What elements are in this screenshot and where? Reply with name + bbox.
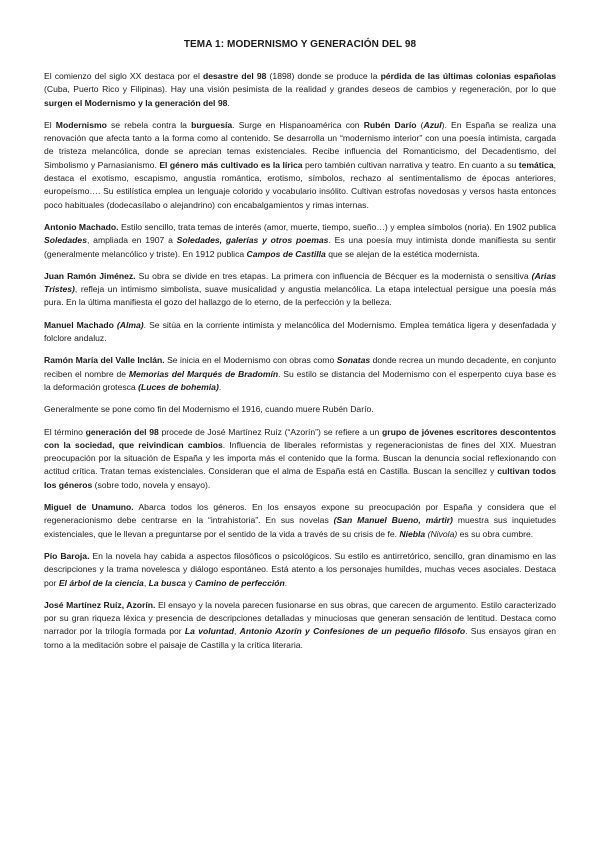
- bold-text: Pío Baroja.: [44, 550, 90, 561]
- bold-text: cultivan todos los géneros: [44, 466, 556, 490]
- text: ,: [234, 626, 240, 637]
- text: Estilo sencillo, trata temas de interés (amor, muerte, tiempo, sueño…) y emplea símbolos (noria). En 1902 publica: [118, 221, 556, 232]
- bold-italic-text: La busca: [148, 577, 186, 588]
- emphasis: [44, 235, 87, 245]
- bold-italic-text: El árbol de la ciencia: [58, 577, 144, 588]
- bold-italic-text: Niebla: [399, 528, 426, 539]
- emphasis: [138, 381, 222, 392]
- bold-text: burguesía: [191, 119, 233, 130]
- text: Generalmente se pone como fin del Modernismo el 1916, cuando muere Rubén Darío.: [44, 404, 374, 415]
- paragraph: [44, 270, 556, 310]
- emphasis: [177, 235, 329, 245]
- bold-text: Miguel de Unamuno.: [44, 502, 134, 513]
- text: ,: [143, 577, 149, 588]
- text: ). En España se realiza una renovación que afecta tanto a la forma como al contenido. Se desarrolla un “modernismo interior” con una poesía intimista, cargada de tristeza melancólica, donde se aprecian temas existenciales. Recibe influencia del Romanticismo, del Decadentismo, del Simbolismo y Parnasianismo.: [44, 119, 556, 170]
- emphasis: [59, 578, 144, 588]
- text: , refleja un intimismo simbolista, suave musicalidad y angustia melancólica. La etapa intelectual persigue una poesía más pura. En la última manifiesta el gozo del hallazgo de lo eterno, de la perfección y la belleza.: [44, 284, 556, 308]
- bold-text: generación del 98: [85, 426, 159, 437]
- text: (sobre todo, novela y ensayo).: [92, 479, 211, 490]
- bold-text: surgen el Modernismo y la generación del 98: [44, 97, 228, 108]
- text: (: [416, 119, 424, 130]
- emphasis: [337, 355, 370, 365]
- text: Se inicia en el Modernismo con obras como: [164, 355, 337, 366]
- text: Abarca todos los géneros. En los ensayos expone su preocupación por España y considera que el regeneracionismo debe centrarse en la “intrahistoria”. En sus novelas: [44, 502, 557, 526]
- paragraph: [44, 354, 556, 394]
- emphasis: [424, 120, 442, 130]
- paragraph: [44, 550, 556, 590]
- bold-italic-text: (San Manuel Bueno, mártir): [333, 515, 453, 526]
- text: donde recrea un mundo decadente, en conjunto reciben el nombre de: [44, 355, 557, 379]
- bold-text: pérdida de las últimas colonias españolas: [380, 71, 557, 81]
- paragraph: [44, 426, 556, 492]
- bold-text: temática: [518, 159, 554, 170]
- bold-italic-text: Memorias del Marqués de Bradomín: [128, 368, 279, 379]
- bold-italic-text: La voluntad: [184, 626, 235, 637]
- text: . Sus ensayos giran en torno a la meditación sobre el paisaje de Castilla y la crítica literaria.: [44, 626, 556, 650]
- text: es su obra cumbre.: [457, 528, 534, 539]
- bold-italic-text: (Alma): [116, 319, 144, 330]
- text: Su obra se divide en tres etapas. La primera con influencia de Bécquer es la modernista o sensitiva: [135, 270, 532, 281]
- text: . Se sitúa en la corriente intimista y melancólica del Modernismo. Emplea temática ligera y desenfadada y folclore andaluz.: [44, 319, 556, 344]
- text: muestra sus inquietudes existenciales, que le llevan a preguntarse por el sentido de la vida a través de su crisis de fe.: [44, 515, 556, 539]
- text: que se alejan de la estética modernista.: [325, 248, 480, 259]
- text: .: [218, 381, 222, 392]
- bold-italic-text: Soledades: [44, 235, 87, 246]
- document-body: [44, 70, 556, 652]
- emphasis: [334, 515, 453, 525]
- bold-text: Manuel Machado: [44, 319, 114, 330]
- paragraph: [44, 403, 556, 416]
- bold-italic-text: (Luces de bohemia): [138, 381, 219, 392]
- text: En la novela hay cabida a aspectos filosóficos o psicológicos. Su estilo es antirretórico, sencillo, gran dinamismo en las descripciones y la trama novelesca y diálogo espontáneo. Está atento a los personajes humildes, muchas veces asociales. Destaca por: [44, 550, 556, 588]
- bold-text: Modernismo: [55, 119, 107, 130]
- text: . Su estilo se distancia del Modernismo con el esperpento cuya base es la deformación grotesca: [44, 368, 556, 392]
- text: El término: [44, 426, 86, 437]
- emphasis: [399, 529, 425, 539]
- text: El: [44, 119, 56, 130]
- emphasis: [149, 578, 186, 588]
- bold-text: desastre del 98: [202, 71, 267, 81]
- bold-text: Ramón María del Valle Inclán.: [44, 355, 165, 366]
- emphasis: [185, 626, 234, 636]
- text: y: [185, 577, 195, 588]
- text: . Influencia de liberales reformistas y regeneracionistas de fines del XIX. Muestran preocupación por la situación de España y les importa más el contenido que la forma. Buscan la denuncia social reflexionando con actitud crítica. Tratan temas existenciales. Consideran que el alma de España está en Castilla. Buscan la sencillez y: [44, 439, 557, 477]
- text: El comienzo del siglo XX destaca por el: [44, 71, 203, 81]
- italic-text: (Nivola): [427, 528, 458, 539]
- paragraph: [44, 221, 556, 261]
- paragraph: [44, 119, 556, 212]
- bold-italic-text: (Arias Tristes): [44, 270, 556, 295]
- text: .: [227, 97, 230, 108]
- paragraph: [44, 501, 556, 541]
- text: , destaca el exotismo, escapismo, angustia romántica, erotismo, símbolos, rechazo al sentimentalismo de épocas anteriores, europeísmo…. Su estilística emplea un lenguaje colorido y vocabulario insólito. Cultivan estrofas novedosas y versos hasta entonces poco habituales (dodecasílabo o alejandrino) con encabalgamientos y rimas internas.: [44, 159, 556, 210]
- bold-italic-text: Camino de perfección: [194, 577, 285, 588]
- emphasis: [247, 249, 326, 259]
- emphasis: [117, 320, 144, 330]
- emphasis: [129, 369, 278, 379]
- paragraph: [44, 70, 556, 110]
- bold-italic-text: Sonatas: [336, 355, 371, 366]
- bold-italic-text: Azul: [423, 119, 442, 130]
- text: (Cuba, Puerto Rico y Filipinas). Hay una visión pesimista de la realidad y grandes deseos de cambios y regeneración, por lo que: [44, 84, 556, 95]
- bold-text: El género más cultivado es la lírica: [159, 159, 303, 170]
- bold-italic-text: Campos de Castilla: [246, 248, 326, 259]
- text: El ensayo y la novela parecen fusionarse en sus obras, que carecen de argumento. Estilo caracterizado por su gran riqueza léxica y presencia de descripciones detalladas y minuciosas que generan sensación de lentitud. Destaca como narrador por la trilogía formada por: [44, 599, 556, 637]
- emphasis: [194, 577, 288, 588]
- text: . Es una poesía muy intimista donde manifiesta su sentir (generalmente melancólico y triste). En 1912 publica: [44, 235, 557, 259]
- text: .: [284, 577, 288, 588]
- bold-text: Juan Ramón Jiménez.: [44, 270, 136, 281]
- text: (1898) donde se produce la: [266, 71, 381, 81]
- bold-text: José Martínez Ruíz, Azorín.: [44, 599, 156, 610]
- text: se rebela contra la: [106, 119, 192, 130]
- text: . Surge en Hispanoamérica con: [232, 119, 364, 130]
- bold-italic-text: Soledades, galerías y otros poemas: [176, 235, 329, 246]
- paragraph: [44, 599, 556, 652]
- paragraph: [44, 319, 556, 346]
- bold-text: grupo de jóvenes escritores descontentos con la sociedad, que reivindican cambios: [44, 426, 556, 450]
- bold-text: Rubén Darío: [363, 119, 417, 130]
- bold-text: Antonio Machado.: [44, 221, 119, 232]
- text: , ampliada en 1907 a: [87, 235, 177, 246]
- text: procede de José Martínez Ruíz (“Azorín”) se refiere a un: [158, 426, 382, 437]
- page-title: TEMA 1: MODERNISMO Y GENERACIÓN DEL 98: [183, 39, 417, 50]
- text: pero también cultivan narrativa y teatro. En cuanto a su: [302, 159, 519, 170]
- emphasis: [240, 626, 465, 636]
- bold-italic-text: Antonio Azorín y Confesiones de un pequeño filósofo: [239, 626, 466, 637]
